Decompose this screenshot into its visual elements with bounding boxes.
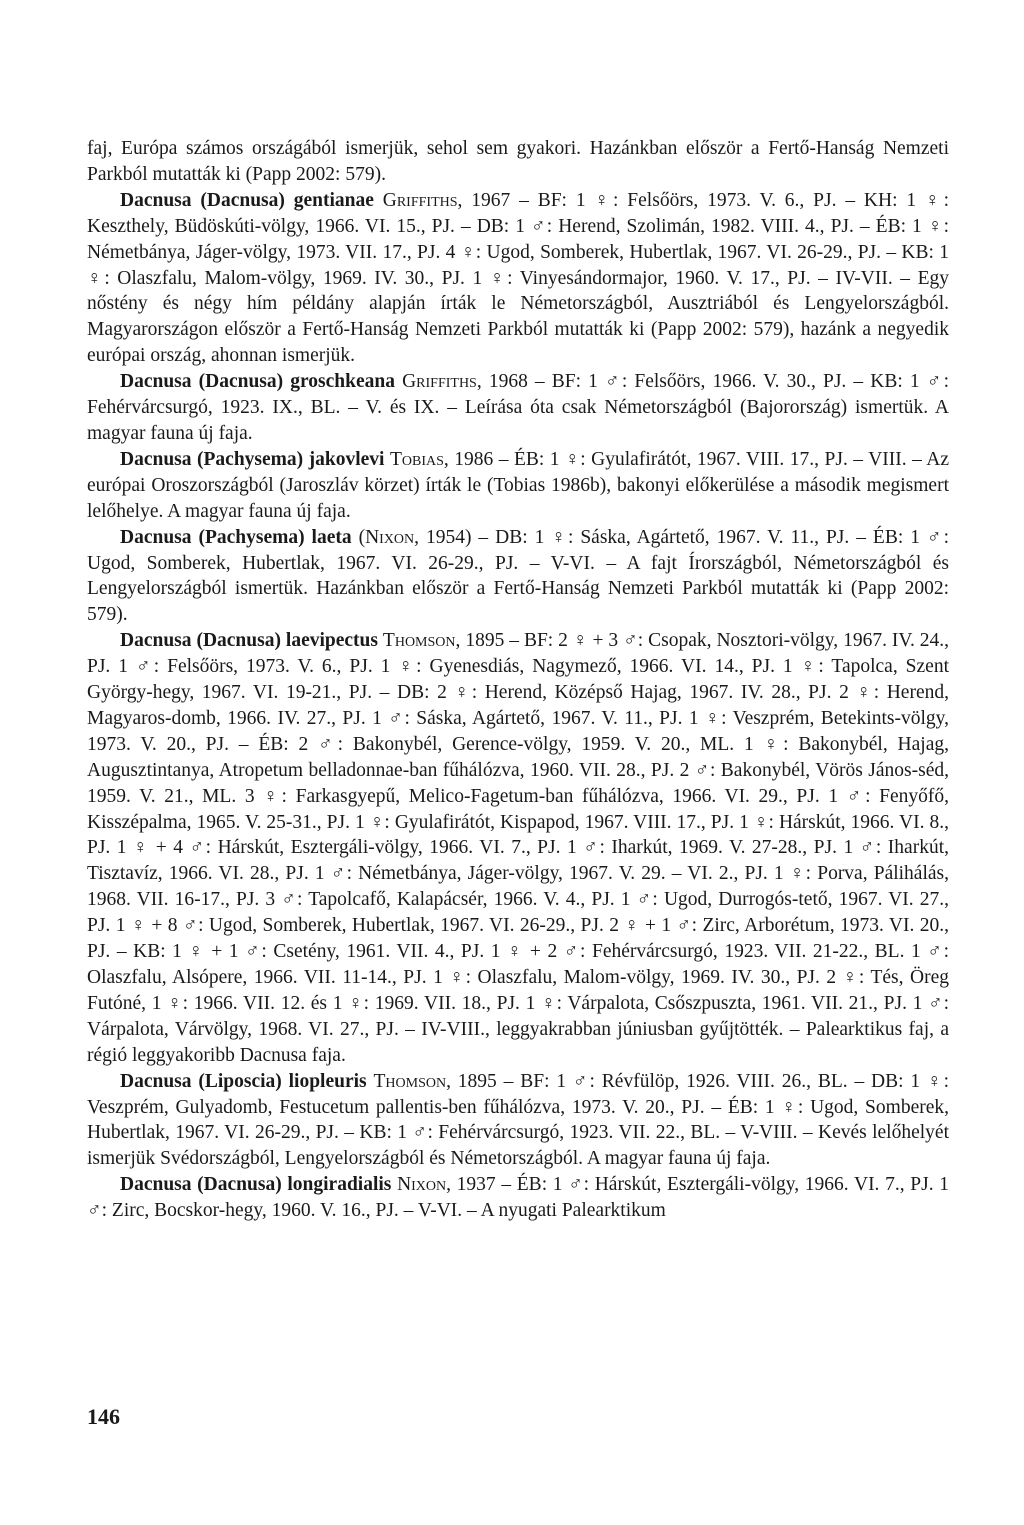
species-text: , 1954) – DB: 1 ♀: Sáska, Agártető, 1967. V. 11., PJ. – ÉB: 1 ♂: Ugod, Somberek, Hubertlak, 1967. VI. 26-29., PJ. – V-VI. – A fajt Írországból, Németországból és Lengyelországból ismertük. Hazánkban először a Fertő-Hanság Nemzeti Parkból mutatták ki (Papp 2002: 579). [87, 526, 950, 626]
species-entry [87, 188, 949, 369]
page-body [87, 136, 949, 1224]
species-entry [87, 369, 949, 447]
species-name: Dacnusa (Dacnusa) laevipectus [120, 630, 378, 652]
species-name: Dacnusa (Pachysema) jakovlevi [120, 448, 385, 470]
species-text: , 1968 – BF: 1 ♂: Felsőörs, 1966. V. 30., PJ. – KB: 1 ♂: Fehérvárcsurgó, 1923. IX., BL. – V. és IX. – Leírása óta csak Németországból (Bajorország) ismertük. A magyar fauna új faja. [87, 371, 949, 444]
species-text: , 1986 – ÉB: 1 ♀: Gyulafirátót, 1967. VIII. 17., PJ. – VIII. – Az európai Oroszországból (Jaroszláv körzet) írták le (Tobias 1986b), bakonyi előkerülése a második megismert lelőhelye. A magyar fauna új faja. [87, 448, 950, 522]
species-name: Dacnusa (Pachysema) laeta [120, 526, 352, 548]
species-author: Thomson [373, 1070, 447, 1092]
species-name: Dacnusa (Dacnusa) gentianae [120, 189, 374, 211]
species-entry [87, 1069, 949, 1173]
species-text: , 1937 – ÉB: 1 ♂: Hárskút, Esztergáli-völgy, 1966. VI. 7., PJ. 1 ♂: Zirc, Bocskor-hegy, 1960. V. 16., PJ. – V-VI. – A nyugati Palearktikum [87, 1174, 950, 1222]
species-entry: Dacnusa (Pachysema) laeta (Nixon, 1954) – DB: 1 ♀: Sáska, Agártető, 1967. V. 11., PJ. – ÉB: 1 ♂: Ugod, Somberek, Hubertlak, 1967. VI. 26-29., PJ. – V-VI. – A fajt Írországból, Németországból és Lengyelországból ismertük. Hazánkban először a Fertő-Hanság Nemzeti Parkból mutatták ki (Papp 2002: 579). [87, 526, 950, 626]
species-name: Dacnusa (Dacnusa) groschkeana [120, 371, 395, 393]
species-text: , 1895 – BF: 1 ♂: Révfülöp, 1926. VIII. 26., BL. – DB: 1 ♀: Veszprém, Gulyadomb, Festucetum pallentis-ben fűhálózva, 1973. V. 20., PJ. – ÉB: 1 ♀: Ugod, Somberek, Hubertlak, 1967. VI. 26-29., PJ. – KB: 1 ♂: Fehérvárcsurgó, 1923. VII. 22., BL. – V-VIII. – Kevés lelőhelyét ismerjük Svédországból, Lengyelországból és Németországból. A magyar fauna új faja. [87, 1070, 950, 1170]
species-text: , 1895 – BF: 2 ♀ + 3 ♂: Csopak, Nosztori-völgy, 1967. IV. 24., PJ. 1 ♂: Felsőörs, 1973. V. 6., PJ. 1 ♀: Gyenesdiás, Nagymező, 1966. VI. 14., PJ. 1 ♀: Tapolca, Szent György-hegy, 1967. VI. 19-21., PJ. – DB: 2 ♀: Herend, Középső Hajag, 1967. IV. 28., PJ. 2 ♀: Herend, Magyaros-domb, 1966. IV. 27., PJ. 1 ♂: Sáska, Agártető, 1967. V. 11., PJ. 1 ♀: Veszprém, Betekints-völgy, 1973. V. 20., PJ. – ÉB: 2 ♂: Bakonybél, Gerence-völgy, 1959. V. 20., ML. 1 ♀: Bakonybél, Hajag, Augusztintanya, Atropetum belladonnae-ban fűhálózva, 1960. VII. 28., PJ. 2 ♂: Bakonybél, Vörös János-séd, 1959. V. 21., ML. 3 ♀: Farkasgyepű, Melico-Fagetum-ban fűhálózva, 1966. VI. 29., PJ. 1 ♂: Fenyőfő, Kisszépalma, 1965. V. 25-31., PJ. 1 ♀: Gyulafirátót, Kispapod, 1967. VIII. 17., PJ. 1 ♀: Hárskút, 1966. VI. 8., PJ. 1 ♀ + 4 ♂: Hárskút, Esztergáli-völgy, 1966. VI. 7., PJ. 1 ♂: Iharkút, 1969. V. 27-28., PJ. 1 ♂: Iharkút, Tisztavíz, 1966. VI. 28., PJ. 1 ♂: Németbánya, Jáger-völgy, 1967. V. 29. – VI. 2., PJ. 1 ♀: Porva, Pálihálás, 1968. VII. 16-17., PJ. 3 ♂: Tapolcafő, Kalapácsér, 1966. V. 4., PJ. 1 ♂: Ugod, Durrogós-tető, 1967. VI. 27., PJ. 1 ♀ + 8 ♂: Ugod, Somberek, Hubertlak, 1967. VI. 26-29., PJ. 2 ♀ + 1 ♂: Zirc, Arborétum, 1973. VI. 20., PJ. – KB: 1 ♀ + 1 ♂: Csetény, 1961. VII. 4., PJ. 1 ♀ + 2 ♂: Fehérvárcsurgó, 1923. VII. 21-22., BL. 1 ♂: Olaszfalu, Alsópere, 1966. VII. 11-14., PJ. 1 ♀: Olaszfalu, Malom-völgy, 1969. IV. 30., PJ. 2 ♀: Tés, Öreg Futóné, 1 ♀: 1966. VII. 12. és 1 ♀: 1969. VII. 18., PJ. 1 ♀: Várpalota, Csőszpuszta, 1961. VII. 21., PJ. 1 ♂: Várpalota, Várvölgy, 1968. VI. 27., PJ. – IV-VIII., leggyakrabban júniusban gyűjtötték. – Palearktikus faj, a régió leggyakoribb Dacnusa faja. [87, 630, 950, 1066]
species-entry [87, 628, 949, 1068]
species-author: Thomson [382, 630, 456, 652]
species-author: Griffiths [382, 189, 458, 211]
species-name: Dacnusa (Dacnusa) longiradialis [120, 1174, 392, 1196]
species-text: , 1967 – BF: 1 ♀: Felsőörs, 1973. V. 6., PJ. – KH: 1 ♀: Keszthely, Büdöskúti-völgy, 1966. VI. 15., PJ. – DB: 1 ♂: Herend, Szolimán, 1982. VIII. 4., PJ. – ÉB: 1 ♀: Németbánya, Jáger-völgy, 1973. VII. 17., PJ. 4 ♀: Ugod, Somberek, Hubertlak, 1967. VI. 26-29., PJ. – KB: 1 ♀: Olaszfalu, Malom-völgy, 1969. IV. 30., PJ. 1 ♀: Vinyesándormajor, 1960. V. 17., PJ. – IV-VII. – Egy nőstény és négy hím példány alapján írták le Németországból, Ausztriából és Lengyelországból. Magyarországon először a Fertő-Hanság Nemzeti Parkból mutatták ki (Papp 2002: 579), hazánk a negyedik európai ország, ahonnan ismerjük. [87, 189, 949, 367]
species-author: Nixon [397, 1174, 447, 1196]
species-entry [87, 1172, 949, 1224]
intro-paragraph: faj, Európa számos országából ismerjük, sehol sem gyakori. Hazánkban először a Fertő-Hanság Nemzeti Parkból mutatták ki (Papp 2002: 579). [87, 138, 949, 185]
species-author: Griffiths [402, 371, 477, 393]
species-name: Dacnusa (Liposcia) liopleuris [120, 1070, 367, 1092]
page-number: 146 [87, 1404, 120, 1429]
species-entry [87, 447, 949, 525]
species-author: Nixon [365, 526, 415, 548]
species-author: Tobias [389, 448, 444, 470]
